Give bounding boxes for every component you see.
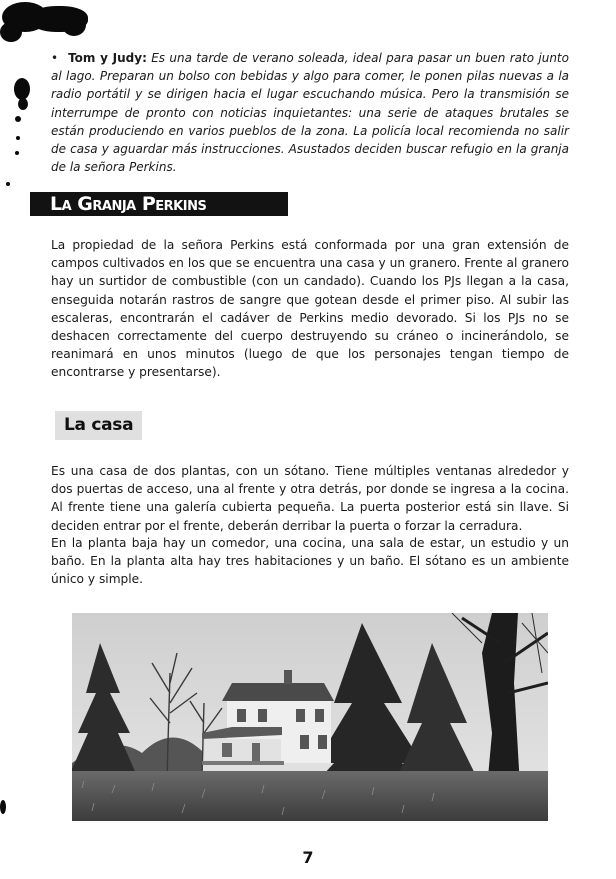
section-title: La Granja Perkins — [50, 193, 207, 215]
subsection-heading — [55, 411, 142, 440]
bullet-marker: • — [51, 51, 59, 65]
subsection-body-2: En la planta baja hay un comedor, una cocina, una sala de estar, un estudio y un baño. En la planta alta hay tres habitaciones y un baño. El sótano es un ambiente único y simple. — [51, 536, 569, 587]
intro-lead: Tom y Judy: — [68, 51, 147, 65]
intro-text: Es una tarde de verano soleada, ideal para pasar un buen rato junto al lago. Preparan un bolso con bebidas y algo para comer, le ponen pilas nuevas a la radio portátil y se dirigen hacia el lugar escuchando música. Pero la transmisión se interrumpe de pronto con noticias inquietantes: una serie de ataques brutales se están produciendo en varios pueblos de la zona. La policía local recomienda no salir de casa y aguardar más instrucciones. Asustados deciden buscar refugio en la granja de la señora Perkins. — [51, 51, 569, 175]
section-heading — [30, 192, 288, 216]
subsection-title: La casa — [64, 415, 134, 435]
intro-paragraph — [51, 49, 569, 176]
section-body: La propiedad de la señora Perkins está conformada por una gran extensión de campos cultivados en los que se encuentra una casa y un granero. Frente al granero hay un surtidor de combustible (con un candado). Cuando los PJs llegan a la casa, enseguida notarán rastros de sangre que gotean desde el primer piso. Al subir las escaleras, encontrarán el cadáver de Perkins medio devorado. Si los PJs no se deshacen correctamente del cuerpo destruyendo su cráneo o incinerándolo, se reanimará en unos minutos (luego de que los personajes tengan tiempo de encontrarse y presentarse). — [51, 238, 569, 380]
subsection-body-1: Es una casa de dos plantas, con un sótano. Tiene múltiples ventanas alrededor y dos puertas de acceso, una al frente y otra detrás, por donde se ingresa a la cocina. Al frente tiene una galería cubierta pequeña. La puerta posterior está sin llave. Si deciden entrar por el frente, deberán derribar la puerta o forzar la cerradura. — [51, 464, 569, 533]
farmhouse-illustration — [72, 613, 548, 821]
farmhouse-photo — [72, 613, 548, 821]
page-number: 7 — [302, 848, 314, 867]
